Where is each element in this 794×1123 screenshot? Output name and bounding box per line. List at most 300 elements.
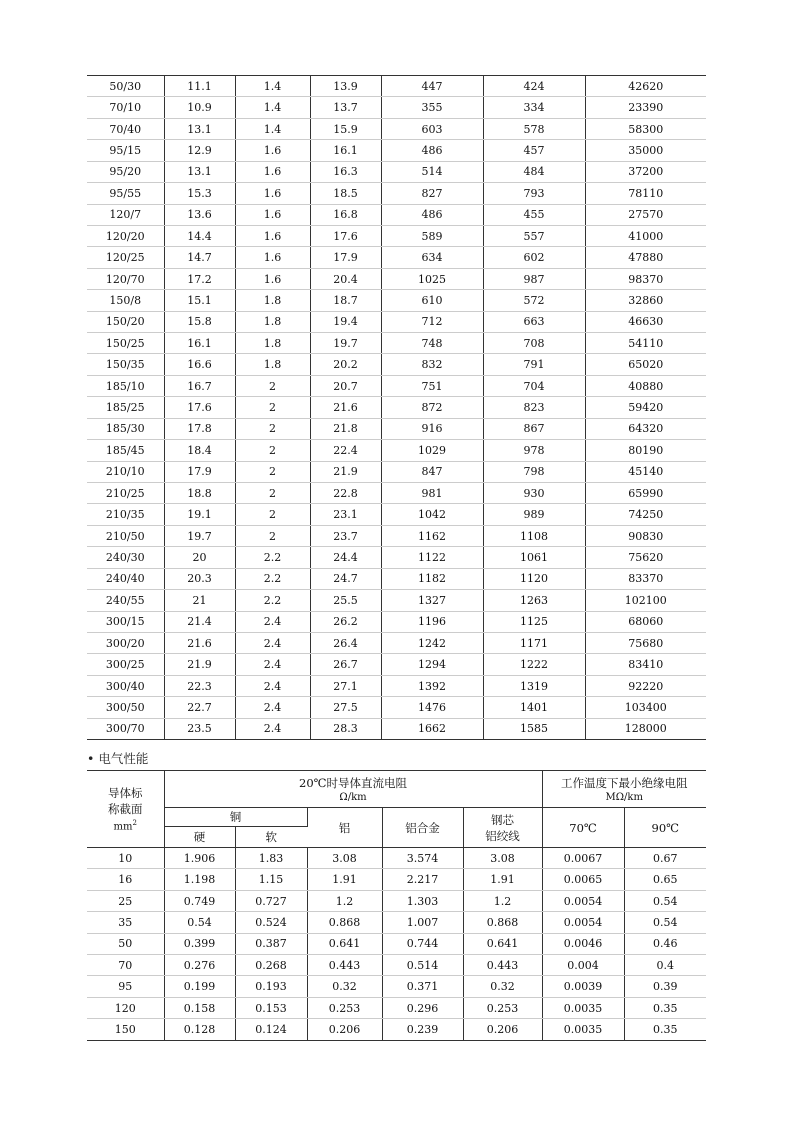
table-cell: 867 xyxy=(483,418,585,439)
table-cell: 15.3 xyxy=(164,183,235,204)
table-cell: 1.198 xyxy=(164,869,235,890)
table-cell: 20.4 xyxy=(310,268,381,289)
table-cell: 704 xyxy=(483,375,585,396)
table-cell: 1392 xyxy=(381,675,483,696)
table-cell: 0.371 xyxy=(382,976,463,997)
table-row xyxy=(87,933,706,954)
table-cell: 26.4 xyxy=(310,632,381,653)
table-cell: 0.206 xyxy=(463,1019,542,1040)
table-cell: 24.7 xyxy=(310,568,381,589)
table-row xyxy=(87,976,706,997)
table-row xyxy=(87,204,706,225)
table-cell: 27.5 xyxy=(310,697,381,718)
table-cell: 455 xyxy=(483,204,585,225)
table-cell: 3.574 xyxy=(382,848,463,869)
table-cell: 19.7 xyxy=(164,525,235,546)
table-cell: 1.6 xyxy=(235,161,310,182)
table-row xyxy=(87,161,706,182)
table-cell: 981 xyxy=(381,483,483,504)
table-cell: 103400 xyxy=(585,697,706,718)
table-cell: 10.9 xyxy=(164,97,235,118)
table-cell: 21.4 xyxy=(164,611,235,632)
table-cell: 847 xyxy=(381,461,483,482)
table-cell: 1125 xyxy=(483,611,585,632)
table-cell: 150/35 xyxy=(87,354,164,375)
table-cell: 578 xyxy=(483,118,585,139)
table-row xyxy=(87,504,706,525)
table-cell: 0.0067 xyxy=(542,848,624,869)
table-cell: 150/8 xyxy=(87,290,164,311)
table-cell: 2.2 xyxy=(235,568,310,589)
table-cell: 1.6 xyxy=(235,183,310,204)
table-cell: 45140 xyxy=(585,461,706,482)
table-row xyxy=(87,675,706,696)
table-cell: 0.46 xyxy=(624,933,706,954)
table-row xyxy=(87,869,706,890)
table-cell: 2.4 xyxy=(235,697,310,718)
table-cell: 2 xyxy=(235,483,310,504)
table-cell: 23.5 xyxy=(164,718,235,739)
table-cell: 95 xyxy=(87,976,164,997)
header-aluminum-alloy: 铝合金 xyxy=(382,808,463,848)
table-cell: 0.253 xyxy=(307,997,382,1018)
table-cell: 26.7 xyxy=(310,654,381,675)
table-cell: 2 xyxy=(235,504,310,525)
table-cell: 1.6 xyxy=(235,140,310,161)
table-cell: 25.5 xyxy=(310,590,381,611)
table-cell: 0.32 xyxy=(463,976,542,997)
table-row xyxy=(87,483,706,504)
table-cell: 21.8 xyxy=(310,418,381,439)
table-header xyxy=(87,771,706,848)
table-cell: 16.7 xyxy=(164,375,235,396)
table-cell: 240/55 xyxy=(87,590,164,611)
table-cell: 1.6 xyxy=(235,204,310,225)
table-cell: 0.32 xyxy=(307,976,382,997)
table-cell: 823 xyxy=(483,397,585,418)
table-row xyxy=(87,547,706,568)
table-cell: 24.4 xyxy=(310,547,381,568)
table-cell: 1162 xyxy=(381,525,483,546)
header-90c: 90℃ xyxy=(624,808,706,848)
table-cell: 1294 xyxy=(381,654,483,675)
table-cell: 712 xyxy=(381,311,483,332)
table-cell: 300/20 xyxy=(87,632,164,653)
table-cell: 1.8 xyxy=(235,333,310,354)
table-cell: 572 xyxy=(483,290,585,311)
header-hard: 硬 xyxy=(164,827,235,848)
table-row xyxy=(87,375,706,396)
table-cell: 13.6 xyxy=(164,204,235,225)
table-cell: 22.7 xyxy=(164,697,235,718)
table-cell: 663 xyxy=(483,311,585,332)
table-cell: 1.4 xyxy=(235,97,310,118)
table-cell: 1401 xyxy=(483,697,585,718)
table-cell: 80190 xyxy=(585,440,706,461)
table-cell: 1.2 xyxy=(463,890,542,911)
table-cell: 791 xyxy=(483,354,585,375)
table-cell: 21.9 xyxy=(310,461,381,482)
table-cell: 150/20 xyxy=(87,311,164,332)
table-cell: 32860 xyxy=(585,290,706,311)
table-cell: 19.1 xyxy=(164,504,235,525)
table-cell: 1.6 xyxy=(235,268,310,289)
table-cell: 1662 xyxy=(381,718,483,739)
table-cell: 23390 xyxy=(585,97,706,118)
table-cell: 457 xyxy=(483,140,585,161)
table-cell: 2.4 xyxy=(235,632,310,653)
table-cell: 0.004 xyxy=(542,955,624,976)
table-cell: 0.524 xyxy=(235,912,307,933)
table-cell: 16.8 xyxy=(310,204,381,225)
table-cell: 486 xyxy=(381,140,483,161)
table-cell: 2.4 xyxy=(235,611,310,632)
table-cell: 0.67 xyxy=(624,848,706,869)
table-cell: 0.54 xyxy=(624,912,706,933)
table-cell: 2.4 xyxy=(235,654,310,675)
table-cell: 0.35 xyxy=(624,997,706,1018)
table-cell: 13.7 xyxy=(310,97,381,118)
table-cell: 13.1 xyxy=(164,161,235,182)
table-cell: 0.253 xyxy=(463,997,542,1018)
table-cell: 0.65 xyxy=(624,869,706,890)
conductor-spec-body xyxy=(87,76,706,740)
table-cell: 2 xyxy=(235,461,310,482)
section-title-electrical: • 电气性能 xyxy=(87,751,149,767)
table-cell: 70/10 xyxy=(87,97,164,118)
table-cell: 83370 xyxy=(585,568,706,589)
table-cell: 1.83 xyxy=(235,848,307,869)
table-cell: 16.3 xyxy=(310,161,381,182)
table-cell: 83410 xyxy=(585,654,706,675)
table-cell: 75680 xyxy=(585,632,706,653)
table-cell: 484 xyxy=(483,161,585,182)
table-cell: 20 xyxy=(164,547,235,568)
table-cell: 2.4 xyxy=(235,718,310,739)
table-cell: 0.268 xyxy=(235,955,307,976)
table-cell: 0.199 xyxy=(164,976,235,997)
table-cell: 0.727 xyxy=(235,890,307,911)
table-cell: 68060 xyxy=(585,611,706,632)
table-cell: 1171 xyxy=(483,632,585,653)
table-cell: 0.54 xyxy=(624,890,706,911)
table-cell: 1.15 xyxy=(235,869,307,890)
table-cell: 64320 xyxy=(585,418,706,439)
table-cell: 0.4 xyxy=(624,955,706,976)
table-row xyxy=(87,140,706,161)
table-cell: 1.91 xyxy=(307,869,382,890)
table-cell: 872 xyxy=(381,397,483,418)
table-row xyxy=(87,890,706,911)
table-cell: 603 xyxy=(381,118,483,139)
table-cell: 916 xyxy=(381,418,483,439)
table-cell: 41000 xyxy=(585,225,706,246)
table-cell: 17.8 xyxy=(164,418,235,439)
table-cell: 1222 xyxy=(483,654,585,675)
table-cell: 15.9 xyxy=(310,118,381,139)
table-cell: 150 xyxy=(87,1019,164,1040)
table-cell: 748 xyxy=(381,333,483,354)
conductor-spec-table xyxy=(87,75,706,740)
table-cell: 22.4 xyxy=(310,440,381,461)
table-cell: 47880 xyxy=(585,247,706,268)
table-row xyxy=(87,590,706,611)
table-cell: 59420 xyxy=(585,397,706,418)
table-cell: 21.6 xyxy=(164,632,235,653)
header-dc-resistance: 20℃时导体直流电阻 Ω/km xyxy=(164,771,542,808)
table-cell: 0.0035 xyxy=(542,1019,624,1040)
table-row xyxy=(87,611,706,632)
table-cell: 0.158 xyxy=(164,997,235,1018)
table-cell: 0.0054 xyxy=(542,890,624,911)
table-cell: 95/55 xyxy=(87,183,164,204)
table-cell: 0.387 xyxy=(235,933,307,954)
header-cross-section: 导体标 称截面 $mm^2$ xyxy=(87,771,164,848)
table-cell: 1.8 xyxy=(235,290,310,311)
table-cell: 98370 xyxy=(585,268,706,289)
table-cell: 0.0039 xyxy=(542,976,624,997)
electrical-performance-body xyxy=(87,848,706,1041)
table-row xyxy=(87,697,706,718)
table-cell: 0.0054 xyxy=(542,912,624,933)
table-cell: 240/40 xyxy=(87,568,164,589)
table-cell: 90830 xyxy=(585,525,706,546)
table-cell: 210/10 xyxy=(87,461,164,482)
table-cell: 1122 xyxy=(381,547,483,568)
table-cell: 1.007 xyxy=(382,912,463,933)
table-cell: 210/50 xyxy=(87,525,164,546)
table-cell: 0.868 xyxy=(307,912,382,933)
table-cell: 26.2 xyxy=(310,611,381,632)
table-row xyxy=(87,461,706,482)
table-row xyxy=(87,247,706,268)
table-cell: 0.0035 xyxy=(542,997,624,1018)
header-aluminum: 铝 xyxy=(307,808,382,848)
table-cell: 1327 xyxy=(381,590,483,611)
table-cell: 2 xyxy=(235,397,310,418)
table-cell: 20.2 xyxy=(310,354,381,375)
table-cell: 2.217 xyxy=(382,869,463,890)
table-cell: 1196 xyxy=(381,611,483,632)
table-row xyxy=(87,525,706,546)
table-cell: 92220 xyxy=(585,675,706,696)
table-row xyxy=(87,848,706,869)
table-cell: 95/15 xyxy=(87,140,164,161)
table-cell: 15.8 xyxy=(164,311,235,332)
table-cell: 27570 xyxy=(585,204,706,225)
table-cell: 46630 xyxy=(585,311,706,332)
table-cell: 120/7 xyxy=(87,204,164,225)
table-cell: 0.744 xyxy=(382,933,463,954)
table-cell: 300/50 xyxy=(87,697,164,718)
table-cell: 23.1 xyxy=(310,504,381,525)
table-cell: 23.7 xyxy=(310,525,381,546)
table-cell: 514 xyxy=(381,161,483,182)
table-cell: 1.4 xyxy=(235,76,310,97)
table-row xyxy=(87,268,706,289)
table-cell: 1263 xyxy=(483,590,585,611)
table-cell: 1120 xyxy=(483,568,585,589)
table-cell: 3.08 xyxy=(307,848,382,869)
table-cell: 0.0046 xyxy=(542,933,624,954)
table-cell: 75620 xyxy=(585,547,706,568)
table-cell: 827 xyxy=(381,183,483,204)
table-cell: 0.443 xyxy=(307,955,382,976)
table-cell: 0.276 xyxy=(164,955,235,976)
table-cell: 1.303 xyxy=(382,890,463,911)
table-cell: 13.9 xyxy=(310,76,381,97)
table-cell: 2 xyxy=(235,440,310,461)
table-cell: 17.9 xyxy=(310,247,381,268)
table-cell: 16 xyxy=(87,869,164,890)
table-cell: 185/45 xyxy=(87,440,164,461)
table-cell: 0.399 xyxy=(164,933,235,954)
table-cell: 95/20 xyxy=(87,161,164,182)
table-cell: 19.7 xyxy=(310,333,381,354)
table-cell: 0.39 xyxy=(624,976,706,997)
table-row xyxy=(87,97,706,118)
table-cell: 25 xyxy=(87,890,164,911)
table-row xyxy=(87,912,706,933)
table-cell: 21 xyxy=(164,590,235,611)
table-cell: 2.2 xyxy=(235,590,310,611)
table-cell: 1242 xyxy=(381,632,483,653)
table-cell: 16.1 xyxy=(310,140,381,161)
table-cell: 35000 xyxy=(585,140,706,161)
table-cell: 20.3 xyxy=(164,568,235,589)
table-cell: 17.9 xyxy=(164,461,235,482)
table-cell: 0.193 xyxy=(235,976,307,997)
table-cell: 150/25 xyxy=(87,333,164,354)
table-cell: 300/40 xyxy=(87,675,164,696)
table-cell: 50 xyxy=(87,933,164,954)
table-cell: 557 xyxy=(483,225,585,246)
table-cell: 210/35 xyxy=(87,504,164,525)
header-soft: 软 xyxy=(235,827,307,848)
header-70c: 70℃ xyxy=(542,808,624,848)
table-cell: 1.6 xyxy=(235,247,310,268)
table-cell: 0.514 xyxy=(382,955,463,976)
table-cell: 185/30 xyxy=(87,418,164,439)
document-page xyxy=(87,75,706,1041)
table-cell: 1.91 xyxy=(463,869,542,890)
table-cell: 15.1 xyxy=(164,290,235,311)
table-cell: 65020 xyxy=(585,354,706,375)
table-cell: 17.6 xyxy=(164,397,235,418)
table-cell: 0.206 xyxy=(307,1019,382,1040)
table-cell: 0.641 xyxy=(463,933,542,954)
table-cell: 42620 xyxy=(585,76,706,97)
table-cell: 751 xyxy=(381,375,483,396)
table-cell: 0.54 xyxy=(164,912,235,933)
table-cell: 185/10 xyxy=(87,375,164,396)
table-cell: 1042 xyxy=(381,504,483,525)
table-cell: 1.8 xyxy=(235,311,310,332)
table-cell: 18.7 xyxy=(310,290,381,311)
table-cell: 832 xyxy=(381,354,483,375)
table-cell: 70/40 xyxy=(87,118,164,139)
table-cell: 334 xyxy=(483,97,585,118)
table-cell: 21.6 xyxy=(310,397,381,418)
table-cell: 0.35 xyxy=(653,1022,678,1036)
table-cell: 17.6 xyxy=(310,225,381,246)
table-cell: 54110 xyxy=(585,333,706,354)
electrical-performance-table xyxy=(87,770,706,1041)
table-cell: 0.641 xyxy=(307,933,382,954)
table-cell: 120 xyxy=(87,997,164,1018)
table-cell: 1.4 xyxy=(235,118,310,139)
table-row xyxy=(87,654,706,675)
table-cell: 16.1 xyxy=(164,333,235,354)
table-cell: 14.4 xyxy=(164,225,235,246)
table-cell: 16.6 xyxy=(164,354,235,375)
table-cell: 18.8 xyxy=(164,483,235,504)
table-cell: 300/25 xyxy=(87,654,164,675)
table-cell: 930 xyxy=(483,483,585,504)
table-cell: 589 xyxy=(381,225,483,246)
table-row xyxy=(87,568,706,589)
table-row xyxy=(87,76,706,97)
table-cell: 21.9 xyxy=(164,654,235,675)
table-cell: 793 xyxy=(483,183,585,204)
table-cell: 0.124 xyxy=(235,1019,307,1040)
table-cell: 1029 xyxy=(381,440,483,461)
table-cell: 0.296 xyxy=(382,997,463,1018)
table-cell: 2.2 xyxy=(235,547,310,568)
table-cell: 22.3 xyxy=(164,675,235,696)
table-cell: 240/30 xyxy=(87,547,164,568)
table-cell: 798 xyxy=(483,461,585,482)
table-cell: 70 xyxy=(87,955,164,976)
table-row xyxy=(87,955,706,976)
table-cell: 185/25 xyxy=(87,397,164,418)
table-row xyxy=(87,225,706,246)
table-cell: 486 xyxy=(381,204,483,225)
table-cell: 28.3 xyxy=(310,718,381,739)
table-cell: 14.7 xyxy=(164,247,235,268)
table-cell: 22.8 xyxy=(310,483,381,504)
table-cell: 447 xyxy=(381,76,483,97)
header-acsr: 钢芯 铝绞线 xyxy=(463,808,542,848)
table-cell: 300/70 xyxy=(87,718,164,739)
table-cell: 987 xyxy=(483,268,585,289)
table-cell: 1061 xyxy=(483,547,585,568)
table-cell: 65990 xyxy=(585,483,706,504)
table-cell: 120/20 xyxy=(87,225,164,246)
table-cell: 50/30 xyxy=(87,76,164,97)
table-cell: 27.1 xyxy=(310,675,381,696)
table-cell: 300/15 xyxy=(87,611,164,632)
table-cell: 78110 xyxy=(585,183,706,204)
table-cell: 20.7 xyxy=(310,375,381,396)
table-cell: 3.08 xyxy=(463,848,542,869)
header-copper: 铜 xyxy=(164,808,307,827)
table-cell: 1.906 xyxy=(164,848,235,869)
table-cell: 58300 xyxy=(585,118,706,139)
table-cell: 0.239 xyxy=(382,1019,463,1040)
table-cell: 0.128 xyxy=(164,1019,235,1040)
table-cell: 2 xyxy=(235,418,310,439)
table-cell: 19.4 xyxy=(310,311,381,332)
table-cell: 1182 xyxy=(381,568,483,589)
table-cell: 355 xyxy=(381,97,483,118)
table-cell: 74250 xyxy=(585,504,706,525)
table-row xyxy=(87,632,706,653)
table-row xyxy=(87,290,706,311)
table-cell: 11.1 xyxy=(164,76,235,97)
table-cell: 2.4 xyxy=(235,675,310,696)
table-cell: 978 xyxy=(483,440,585,461)
